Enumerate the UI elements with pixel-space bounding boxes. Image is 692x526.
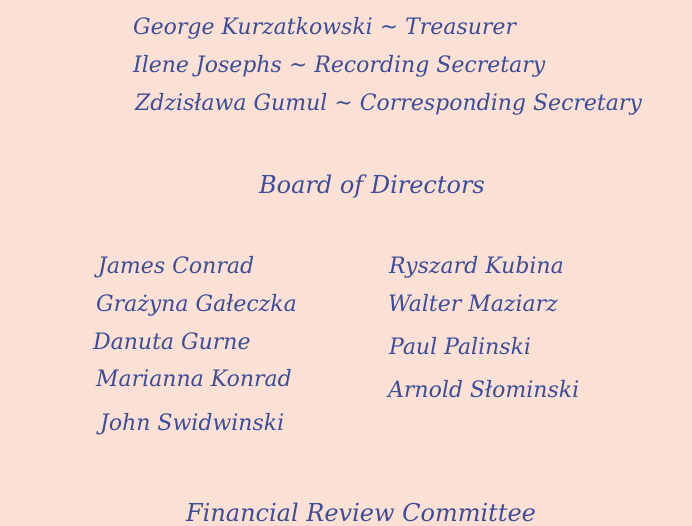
board-member: Grażyna Gałeczka — [96, 292, 297, 317]
officer-treasurer: George Kurzatkowski ~ Treasurer — [133, 15, 516, 40]
board-member: Arnold Słominski — [388, 378, 580, 403]
officer-recording-secretary: Ilene Josephs ~ Recording Secretary — [133, 53, 546, 78]
board-of-directors-heading: Board of Directors — [259, 171, 485, 199]
board-member: James Conrad — [98, 254, 255, 279]
board-member: Walter Maziarz — [388, 292, 558, 317]
cropped-top-line — [0, 0, 692, 10]
board-member: Paul Palinski — [389, 335, 531, 360]
board-member: Ryszard Kubina — [389, 254, 564, 279]
board-member: Danuta Gurne — [93, 330, 251, 355]
board-member: Marianna Konrad — [96, 367, 292, 392]
board-member: John Swidwinski — [100, 411, 285, 436]
officer-corresponding-secretary: Zdzisława Gumul ~ Corresponding Secretary — [135, 91, 642, 116]
financial-review-committee-heading: Financial Review Committee — [186, 499, 536, 526]
